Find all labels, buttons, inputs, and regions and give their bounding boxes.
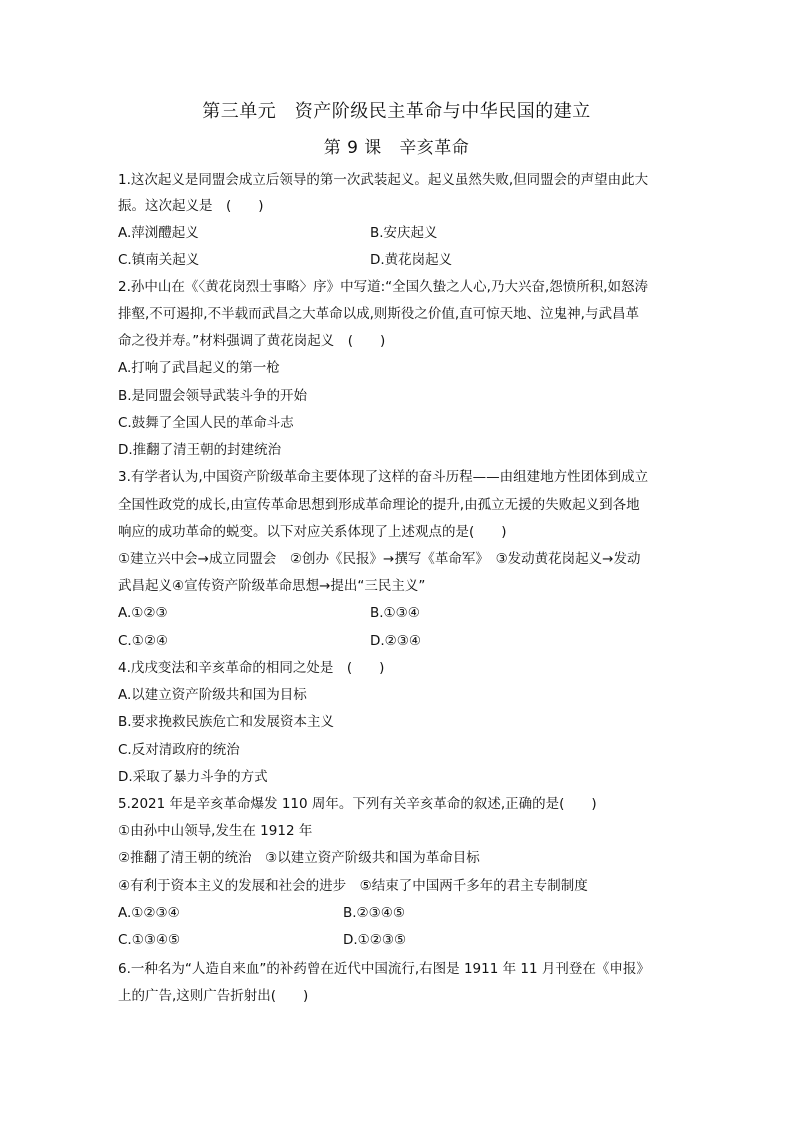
question-1-option-a: A.萍浏醴起义 <box>118 225 199 241</box>
question-5-stem-line-2: ①由孙中山领导,发生在 1912 年 <box>118 823 313 839</box>
question-5-stem-line-1: 5.2021 年是辛亥革命爆发 110 周年。下列有关辛亥革命的叙述,正确的是( ) <box>118 796 597 812</box>
question-3-stem-line-5: 武昌起义④宣传资产阶级革命思想→提出“三民主义” <box>118 578 426 594</box>
question-2-option-d: D.推翻了清王朝的封建统治 <box>118 442 282 458</box>
question-2-option-c: C.鼓舞了全国人民的革命斗志 <box>118 415 294 431</box>
unit-title: 第三单元 资产阶级民主革命与中华民国的建立 <box>202 101 591 122</box>
question-1-option-c: C.镇南关起义 <box>118 252 200 268</box>
lesson-title: 第 9 课 辛亥革命 <box>323 138 470 158</box>
question-5-option-d: D.①②③⑤ <box>343 932 407 948</box>
question-4-option-b: B.要求挽救民族危亡和发展资本主义 <box>118 714 335 730</box>
question-5-option-c: C.①③④⑤ <box>118 932 181 948</box>
question-4-option-a: A.以建立资产阶级共和国为目标 <box>118 687 307 703</box>
question-3-option-c: C.①②④ <box>118 633 169 649</box>
question-4-option-d: D.采取了暴力斗争的方式 <box>118 769 268 785</box>
question-3-option-b: B.①③④ <box>370 605 420 621</box>
question-3-stem-line-4: ①建立兴中会→成立同盟会 ②创办《民报》→撰写《革命军》 ③发动黄花岗起义→发动 <box>118 551 641 567</box>
question-3-stem-line-2: 全国性政党的成长,由宣传革命思想到形成革命理论的提升,由孤立无援的失败起义到各地 <box>118 497 640 513</box>
question-6-stem-line-1: 6.一种名为“人造自来血”的补药曾在近代中国流行,右图是 1911 年 11 月刊登在《申报》 <box>118 961 650 977</box>
question-2-option-b: B.是同盟会领导武装斗争的开始 <box>118 388 308 404</box>
question-1-stem-line-1: 1.这次起义是同盟会成立后领导的第一次武装起义。起义虽然失败,但同盟会的声望由此大 <box>118 172 649 188</box>
question-2-stem-line-3: 命之役并寿。”材料强调了黄花岗起义 ( ) <box>118 333 386 349</box>
question-1-stem-line-2: 振。这次起义是 ( ) <box>118 198 264 214</box>
question-4-stem-line-1: 4.戊戌变法和辛亥革命的相同之处是 ( ) <box>118 660 385 676</box>
question-6-stem-line-2: 上的广告,这则广告折射出( ) <box>118 988 309 1004</box>
question-3-stem-line-1: 3.有学者认为,中国资产阶级革命主要体现了这样的奋斗历程——由组建地方性团体到成立 <box>118 469 649 485</box>
question-1-option-d: D.黄花岗起义 <box>370 252 453 268</box>
question-5-stem-line-4: ④有利于资本主义的发展和社会的进步 ⑤结束了中国两千多年的君主专制制度 <box>118 878 588 894</box>
question-3-option-a: A.①②③ <box>118 605 168 621</box>
question-5-option-b: B.②③④⑤ <box>343 905 405 921</box>
question-1-option-b: B.安庆起义 <box>370 225 438 241</box>
question-5-option-a: A.①②③④ <box>118 905 180 921</box>
question-3-stem-line-3: 响应的成功革命的蜕变。以下对应关系体现了上述观点的是( ) <box>118 524 507 540</box>
question-3-option-d: D.②③④ <box>370 633 421 649</box>
question-2-option-a: A.打响了武昌起义的第一枪 <box>118 360 280 376</box>
question-5-stem-line-3: ②推翻了清王朝的统治 ③以建立资产阶级共和国为革命目标 <box>118 850 480 866</box>
question-2-stem-line-1: 2.孙中山在《〈黄花岗烈士事略〉序》中写道:“全国久蛰之人心,乃大兴奋,怨愤所积,如怒涛 <box>118 279 649 295</box>
question-2-stem-line-2: 排壑,不可遏抑,不半载而武昌之大革命以成,则斯役之价值,直可惊天地、泣鬼神,与武昌革 <box>118 306 639 322</box>
question-4-option-c: C.反对清政府的统治 <box>118 742 240 758</box>
